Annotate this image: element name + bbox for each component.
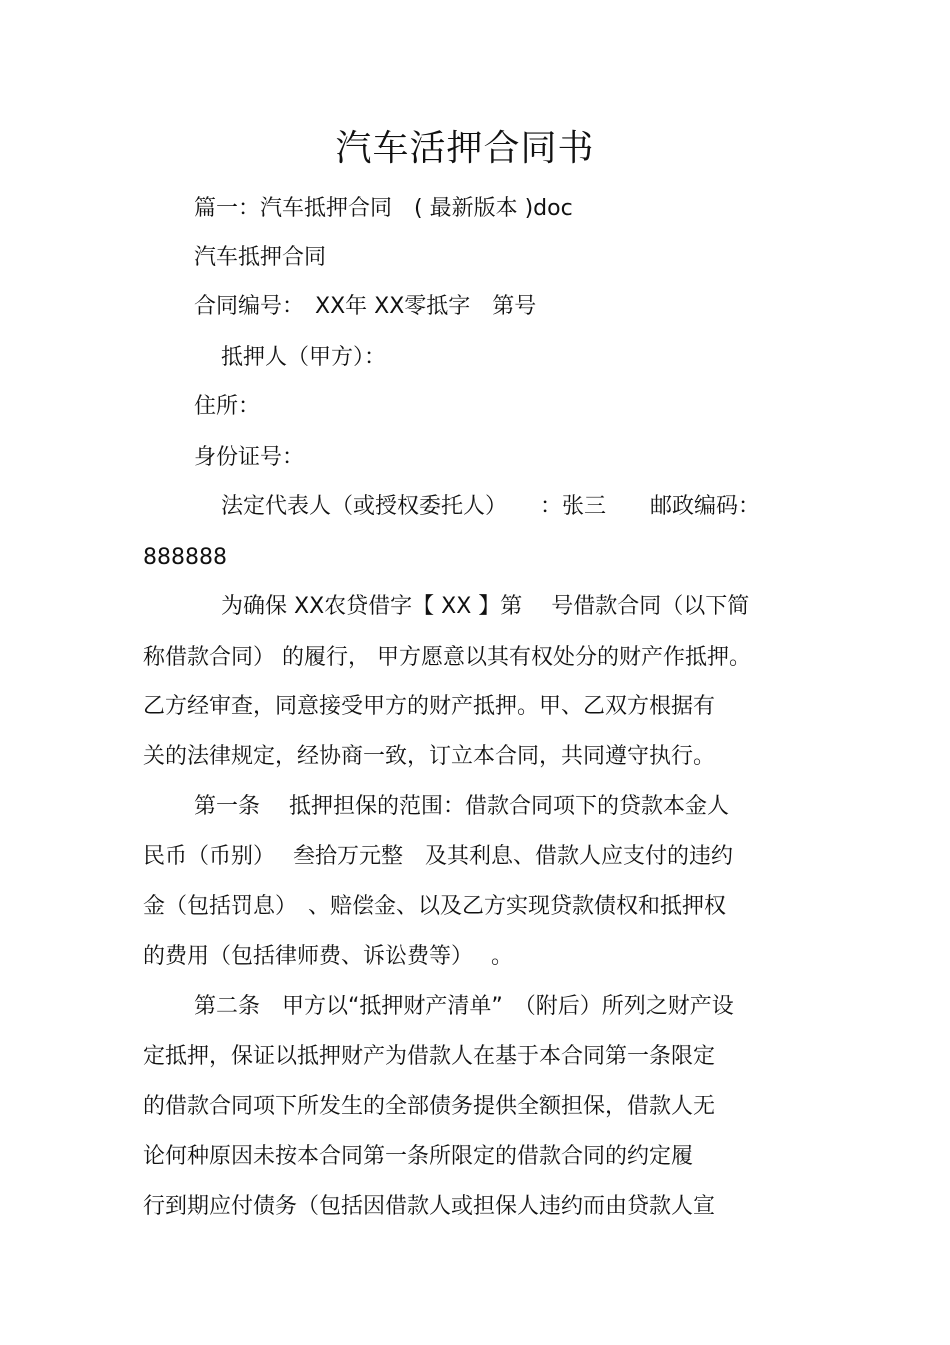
article-two-line: 第二条 甲方以“抵押财产清单” （附后）所列之财产设 (194, 994, 734, 1019)
article-two-line: 的借款合同项下所发生的全部债务提供全额担保，借款人无 (143, 1094, 716, 1119)
chapter-heading: 篇一：汽车抵押合同 ( 最新版本 )doc (194, 196, 573, 221)
postal-code-value: 888888 (143, 545, 227, 570)
article-two-line: 行到期应付债务（包括因借款人或担保人违约而由贷款人宣 (143, 1194, 716, 1219)
paragraph-line: 关的法律规定，经协商一致，订立本合同，共同遵守执行。 (143, 744, 716, 769)
article-one-line: 金（包括罚息） 、赔偿金、以及乙方实现贷款债权和抵押权 (143, 894, 727, 919)
article-one-line: 的费用（包括律师费、诉讼费等） 。 (143, 944, 513, 969)
address-label: 住所： (194, 394, 261, 419)
contract-name: 汽车抵押合同 (194, 245, 327, 270)
article-one-line: 第一条 抵押担保的范围：借款合同项下的贷款本金人 (194, 794, 729, 819)
article-two-line: 定抵押，保证以抵押财产为借款人在基于本合同第一条限定 (143, 1044, 716, 1069)
legal-representative-line: 法定代表人（或授权委托人） ：张三 邮政编码： (221, 494, 761, 519)
paragraph-line: 乙方经审查，同意接受甲方的财产抵押。甲、乙双方根据有 (143, 694, 716, 719)
id-number-label: 身份证号： (194, 445, 305, 470)
mortgagor-label: 抵押人（甲方）： (221, 345, 387, 370)
paragraph-line: 称借款合同） 的履行， 甲方愿意以其有权处分的财产作抵押。 (143, 645, 751, 670)
paragraph-line: 为确保 XX农贷借字【 XX 】第 号借款合同（以下简 (221, 594, 750, 619)
document-title: 汽车活押合同书 (335, 128, 595, 169)
contract-number: 合同编号： XX年 XX零抵字 第号 (194, 294, 537, 319)
article-two-line: 论何种原因未按本合同第一条所限定的借款合同的约定履 (143, 1144, 694, 1169)
article-one-line: 民币（币别） 叁拾万元整 及其利息、借款人应支付的违约 (143, 844, 733, 869)
